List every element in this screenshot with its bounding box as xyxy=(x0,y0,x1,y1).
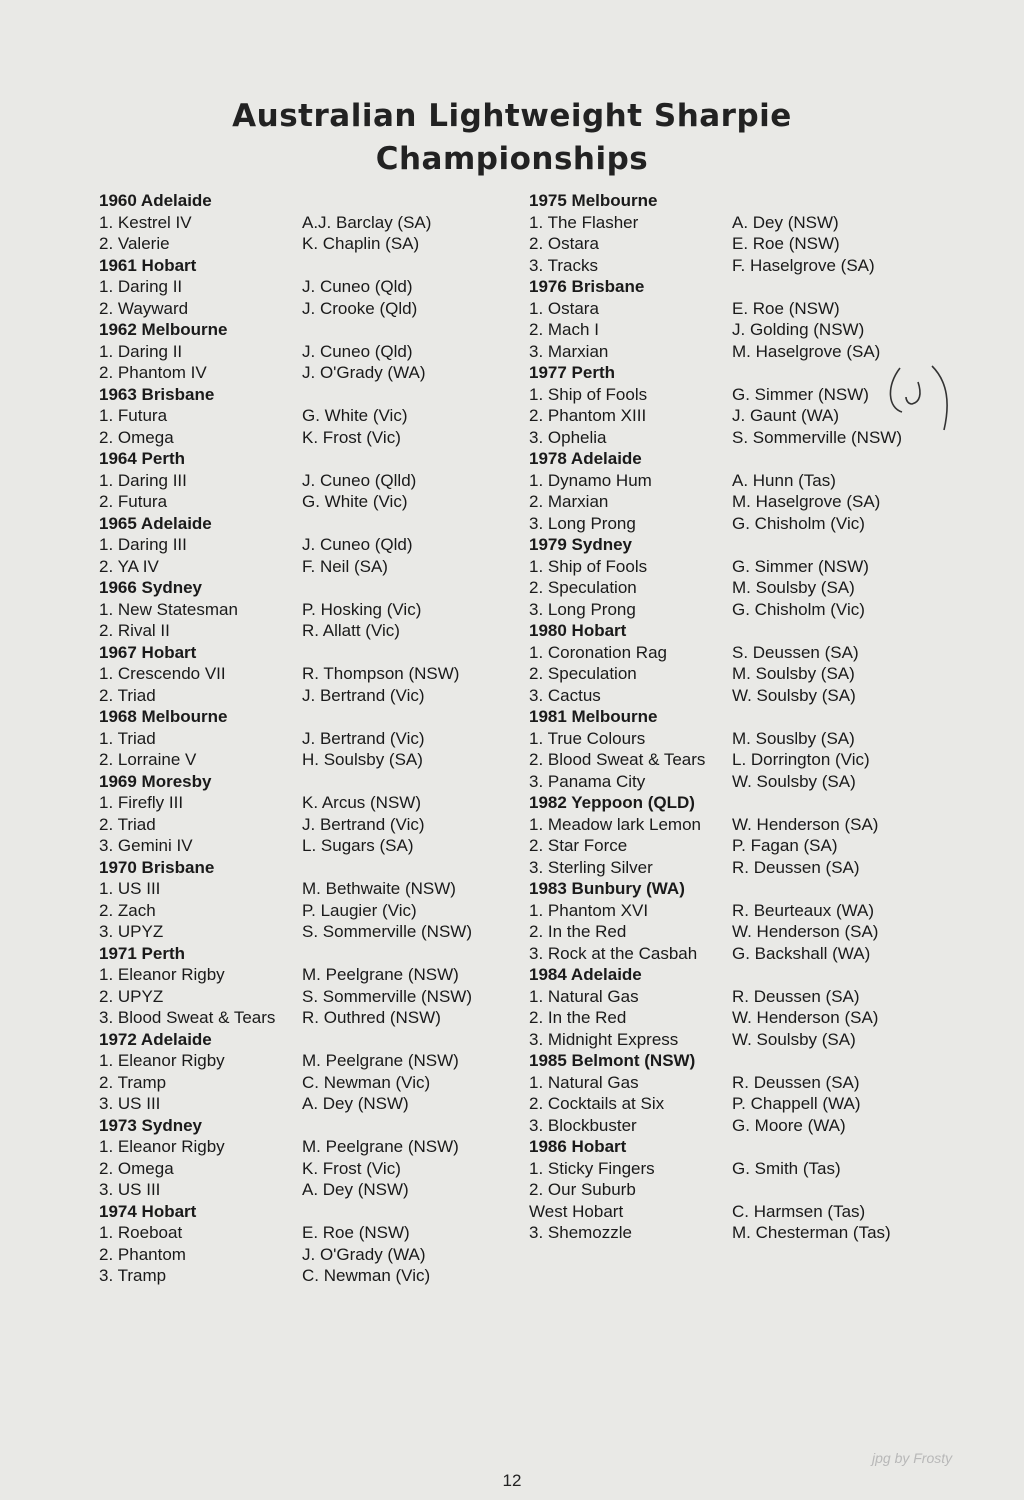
boat-name: 1. Coronation Rag xyxy=(529,642,667,662)
boat-name: 2. Cocktails at Six xyxy=(529,1094,665,1113)
skipper-name: E. Roe (NSW) xyxy=(302,1223,410,1242)
skipper-name: S. Sommerville (NSW) xyxy=(302,922,473,941)
skipper-name: C. Newman (Vic) xyxy=(302,1266,431,1285)
result-row xyxy=(99,233,420,255)
boat-name: 1. New Statesman xyxy=(99,599,238,619)
boat-name: 1. Ship of Fools xyxy=(529,556,648,576)
skipper-name: S. Sommerville (NSW) xyxy=(732,427,903,447)
skipper-name: M. Peelgrane (NSW) xyxy=(302,1051,459,1070)
event-heading: 1963 Brisbane xyxy=(99,384,215,404)
result-row xyxy=(529,857,860,879)
skipper-name: K. Arcus (NSW) xyxy=(302,793,422,812)
boat-name: 2. Omega xyxy=(99,1158,174,1178)
boat-name: 3. Sterling Silver xyxy=(529,857,653,877)
boat-name: 2. Phantom XIII xyxy=(529,406,647,425)
boat-name: 2. Triad xyxy=(99,685,156,705)
skipper-name: A. Dey (NSW) xyxy=(732,212,839,232)
boat-name: 2. Zach xyxy=(99,900,156,920)
skipper-name: K. Frost (Vic) xyxy=(302,1158,401,1178)
event-heading: 1981 Melbourne xyxy=(529,707,658,726)
result-row xyxy=(99,986,473,1008)
result-row xyxy=(99,405,408,427)
skipper-name: P. Laugier (Vic) xyxy=(302,900,417,920)
skipper-name: J. Bertrand (Vic) xyxy=(302,814,425,834)
boat-name: 2. In the Red xyxy=(529,922,627,941)
result-row xyxy=(529,384,869,406)
page-title-line-1: Australian Lightweight Sharpie xyxy=(232,98,792,134)
result-row xyxy=(529,427,903,449)
result-row xyxy=(529,1029,856,1051)
result-row xyxy=(529,835,838,857)
boat-name: 1. Triad xyxy=(99,728,156,748)
boat-name: 3. Long Prong xyxy=(529,513,636,533)
event-heading: 1969 Moresby xyxy=(99,771,212,791)
skipper-name: A.J. Barclay (SA) xyxy=(302,212,432,232)
handwritten-annotation xyxy=(888,364,952,436)
boat-name: 2. Futura xyxy=(99,492,168,511)
skipper-name: M. Chesterman (Tas) xyxy=(732,1223,891,1242)
result-row xyxy=(99,964,459,986)
result-row xyxy=(529,1179,695,1201)
result-row xyxy=(529,298,840,320)
result-row xyxy=(529,1007,879,1029)
result-row xyxy=(99,620,400,642)
skipper-name: L. Dorrington (Vic) xyxy=(732,750,870,769)
boat-name: 1. Phantom XVI xyxy=(529,900,649,920)
result-row xyxy=(99,900,417,922)
boat-name: 2. Ostara xyxy=(529,234,599,253)
event-heading: 1966 Sydney xyxy=(99,578,203,597)
event-heading: 1960 Adelaide xyxy=(99,191,212,210)
skipper-name: J. Gaunt (WA) xyxy=(732,406,840,425)
boat-name: 2. Valerie xyxy=(99,234,170,253)
result-row xyxy=(529,405,840,427)
event-heading: 1964 Perth xyxy=(99,449,185,468)
skipper-name: K. Frost (Vic) xyxy=(302,427,401,447)
result-row xyxy=(529,599,865,621)
skipper-name: R. Outhred (NSW) xyxy=(302,1008,441,1027)
skipper-name: J. Golding (NSW) xyxy=(732,320,865,339)
skipper-name: G. Simmer (NSW) xyxy=(732,556,869,576)
boat-name: 1. Roeboat xyxy=(99,1223,183,1242)
boat-name: 2. Rival II xyxy=(99,621,170,640)
result-row xyxy=(99,298,418,320)
skipper-name: J. Crooke (Qld) xyxy=(302,298,418,318)
result-row xyxy=(99,1050,459,1072)
boat-name: 2. Blood Sweat & Tears xyxy=(529,750,706,769)
event-heading: 1972 Adelaide xyxy=(99,1029,212,1049)
skipper-name: G. Backshall (WA) xyxy=(732,943,871,963)
result-row xyxy=(529,233,840,255)
boat-name: 1. Eleanor Rigby xyxy=(99,1051,225,1070)
skipper-name: W. Henderson (SA) xyxy=(732,814,879,834)
skipper-name: S. Deussen (SA) xyxy=(732,642,859,662)
result-row xyxy=(99,534,413,556)
result-row xyxy=(99,276,413,298)
result-row xyxy=(99,1244,426,1266)
result-row xyxy=(99,1007,441,1029)
boat-name: 3. Rock at the Casbah xyxy=(529,943,698,963)
skipper-name: J. Bertrand (Vic) xyxy=(302,685,425,705)
result-row xyxy=(529,1222,891,1244)
result-row xyxy=(99,792,422,814)
boat-name: 3. Panama City xyxy=(529,771,646,791)
result-row xyxy=(99,878,456,900)
results-column-right xyxy=(529,190,903,1244)
result-row xyxy=(529,771,856,793)
skipper-name: G. White (Vic) xyxy=(302,406,408,425)
skipper-name: R. Deussen (SA) xyxy=(732,1072,860,1092)
boat-name: 1. True Colours xyxy=(529,728,646,748)
result-row xyxy=(99,470,417,492)
skipper-name: G. White (Vic) xyxy=(302,492,408,511)
boat-name: 2. UPYZ xyxy=(99,986,164,1006)
result-row xyxy=(99,212,432,234)
skipper-name: G. Moore (WA) xyxy=(732,1115,846,1135)
skipper-name: M. Haselgrove (SA) xyxy=(732,341,881,361)
boat-name: 3. Tracks xyxy=(529,255,598,275)
result-row xyxy=(529,212,839,234)
result-row xyxy=(529,1115,846,1137)
skipper-name: J. Bertrand (Vic) xyxy=(302,728,425,748)
skipper-name: J. Cuneo (Qld) xyxy=(302,535,413,554)
result-row xyxy=(99,599,422,621)
boat-name: 3. Long Prong xyxy=(529,599,636,619)
skipper-name: C. Newman (Vic) xyxy=(302,1072,431,1092)
skipper-name: C. Harmsen (Tas) xyxy=(732,1201,866,1221)
boat-name: 1. Ostara xyxy=(529,298,599,318)
boat-name: 1. Sticky Fingers xyxy=(529,1158,655,1178)
boat-name: 3. Blood Sweat & Tears xyxy=(99,1008,276,1027)
boat-name: 3. Cactus xyxy=(529,685,601,705)
boat-name: 2. Speculation xyxy=(529,664,637,683)
result-row xyxy=(99,341,413,363)
result-row xyxy=(529,470,836,492)
result-row xyxy=(529,728,855,750)
event-heading: 1978 Adelaide xyxy=(529,449,642,468)
credit-watermark: jpg by Frosty xyxy=(872,1450,953,1466)
result-row xyxy=(99,749,423,771)
event-heading: 1973 Sydney xyxy=(99,1115,203,1135)
event-heading: 1971 Perth xyxy=(99,943,185,963)
boat-name: 1. Natural Gas xyxy=(529,1072,639,1092)
boat-name: 1. US III xyxy=(99,879,161,898)
result-row xyxy=(99,1072,431,1094)
result-row xyxy=(99,556,388,578)
event-heading: 1961 Hobart xyxy=(99,255,197,275)
skipper-name: M. Souslby (SA) xyxy=(732,728,855,748)
result-row xyxy=(529,556,869,578)
event-heading: 1982 Yeppoon (QLD) xyxy=(529,793,695,812)
result-row xyxy=(529,341,881,363)
event-heading: 1970 Brisbane xyxy=(99,857,215,877)
result-row xyxy=(529,749,870,771)
boat-name: 3. Ophelia xyxy=(529,427,607,447)
result-row xyxy=(99,663,460,685)
skipper-name: R. Deussen (SA) xyxy=(732,857,860,877)
result-row xyxy=(529,663,855,685)
boat-name: 3. Tramp xyxy=(99,1266,167,1285)
result-row xyxy=(99,814,425,836)
result-row xyxy=(529,1158,841,1180)
boat-name: 2. Our Suburb xyxy=(529,1180,636,1199)
result-row xyxy=(529,900,875,922)
skipper-name: L. Sugars (SA) xyxy=(302,836,414,855)
skipper-name: J. Cuneo (Qlld) xyxy=(302,470,417,490)
boat-name: West Hobart xyxy=(529,1201,624,1221)
result-row xyxy=(529,1093,861,1115)
boat-name: 1. Eleanor Rigby xyxy=(99,1137,225,1156)
result-row xyxy=(529,921,879,943)
skipper-name: E. Roe (NSW) xyxy=(732,298,840,318)
boat-name: 1. Ship of Fools xyxy=(529,384,648,404)
skipper-name: M. Soulsby (SA) xyxy=(732,578,855,597)
skipper-name: P. Hosking (Vic) xyxy=(302,599,422,619)
boat-name: 1. Daring II xyxy=(99,341,183,361)
boat-name: 1. Daring III xyxy=(99,470,187,490)
skipper-name: M. Soulsby (SA) xyxy=(732,664,855,683)
boat-name: 2. Mach I xyxy=(529,320,599,339)
skipper-name: R. Allatt (Vic) xyxy=(302,621,400,640)
result-row xyxy=(99,921,473,943)
skipper-name: M. Peelgrane (NSW) xyxy=(302,965,459,984)
boat-name: 3. Shemozzle xyxy=(529,1223,632,1242)
event-heading: 1962 Melbourne xyxy=(99,320,228,339)
page-title-line-2: Championships xyxy=(375,141,649,177)
result-row xyxy=(529,814,879,836)
result-row xyxy=(99,1222,410,1244)
skipper-name: A. Hunn (Tas) xyxy=(732,470,836,490)
result-row xyxy=(529,255,875,277)
skipper-name: W. Henderson (SA) xyxy=(732,1008,879,1027)
result-row xyxy=(99,427,401,449)
skipper-name: J. Cuneo (Qld) xyxy=(302,341,413,361)
result-row xyxy=(529,986,860,1008)
event-heading: 1985 Belmont (NSW) xyxy=(529,1051,696,1070)
result-row xyxy=(99,728,425,750)
skipper-name: G. Smith (Tas) xyxy=(732,1158,841,1178)
boat-name: 2. Lorraine V xyxy=(99,750,197,769)
event-heading: 1977 Perth xyxy=(529,363,615,382)
event-heading: 1986 Hobart xyxy=(529,1137,627,1156)
skipper-name: W. Henderson (SA) xyxy=(732,922,879,941)
event-heading: 1984 Adelaide xyxy=(529,965,642,984)
boat-name: 1. Firefly III xyxy=(99,793,184,812)
skipper-name: K. Chaplin (SA) xyxy=(302,234,420,253)
boat-name: 2. Marxian xyxy=(529,492,609,511)
boat-name: 2. YA IV xyxy=(99,556,159,576)
result-row xyxy=(529,1201,866,1223)
result-row xyxy=(99,1265,431,1287)
boat-name: 1. Daring II xyxy=(99,277,183,296)
skipper-name: G. Chisholm (Vic) xyxy=(732,513,865,533)
event-heading: 1974 Hobart xyxy=(99,1201,197,1221)
event-heading: 1968 Melbourne xyxy=(99,707,228,726)
result-row xyxy=(529,513,865,535)
result-row xyxy=(529,319,865,341)
skipper-name: J. Cuneo (Qld) xyxy=(302,277,413,296)
boat-name: 1. Natural Gas xyxy=(529,986,639,1006)
boat-name: 1. The Flasher xyxy=(529,212,639,232)
boat-name: 3. Midnight Express xyxy=(529,1029,679,1049)
skipper-name: M. Bethwaite (NSW) xyxy=(302,879,456,898)
skipper-name: J. O'Grady (WA) xyxy=(302,1244,426,1264)
boat-name: 1. Dynamo Hum xyxy=(529,470,652,490)
event-heading: 1965 Adelaide xyxy=(99,513,212,533)
skipper-name: R. Beurteaux (WA) xyxy=(732,900,875,920)
boat-name: 2. Wayward xyxy=(99,298,189,318)
skipper-name: G. Simmer (NSW) xyxy=(732,384,869,404)
event-heading: 1979 Sydney xyxy=(529,535,633,554)
event-heading: 1983 Bunbury (WA) xyxy=(529,879,685,898)
boat-name: 3. US III xyxy=(99,1094,161,1113)
skipper-name: W. Soulsby (SA) xyxy=(732,685,856,705)
skipper-name: M. Peelgrane (NSW) xyxy=(302,1137,459,1156)
page-number: 12 xyxy=(502,1471,522,1490)
boat-name: 1. Eleanor Rigby xyxy=(99,965,225,984)
boat-name: 3. US III xyxy=(99,1180,161,1199)
boat-name: 3. Gemini IV xyxy=(99,836,193,855)
skipper-name: G. Chisholm (Vic) xyxy=(732,599,865,619)
skipper-name: P. Chappell (WA) xyxy=(732,1094,861,1113)
boat-name: 1. Crescendo VII xyxy=(99,664,226,683)
result-row xyxy=(99,685,425,707)
result-row xyxy=(99,1136,459,1158)
boat-name: 2. Phantom IV xyxy=(99,363,207,382)
result-row xyxy=(99,1093,409,1115)
boat-name: 2. Omega xyxy=(99,427,174,447)
result-row xyxy=(529,642,859,664)
skipper-name: R. Deussen (SA) xyxy=(732,986,860,1006)
skipper-name: E. Roe (NSW) xyxy=(732,234,840,253)
skipper-name: M. Haselgrove (SA) xyxy=(732,492,881,511)
boat-name: 1. Kestrel IV xyxy=(99,212,192,232)
skipper-name: H. Soulsby (SA) xyxy=(302,750,423,769)
result-row xyxy=(99,835,414,857)
result-row xyxy=(99,362,426,384)
results-column-left xyxy=(99,190,473,1287)
event-heading: 1967 Hobart xyxy=(99,642,197,662)
skipper-name: F. Neil (SA) xyxy=(302,556,388,576)
result-row xyxy=(529,943,871,965)
boat-name: 2. Tramp xyxy=(99,1072,167,1092)
boat-name: 3. UPYZ xyxy=(99,922,164,941)
skipper-name: W. Soulsby (SA) xyxy=(732,771,856,791)
skipper-name: S. Sommerville (NSW) xyxy=(302,986,473,1006)
skipper-name: A. Dey (NSW) xyxy=(302,1180,409,1199)
skipper-name: P. Fagan (SA) xyxy=(732,836,838,855)
result-row xyxy=(529,491,881,513)
result-row xyxy=(99,491,408,513)
event-heading: 1976 Brisbane xyxy=(529,277,645,296)
boat-name: 3. Blockbuster xyxy=(529,1115,637,1135)
boat-name: 1. Meadow lark Lemon xyxy=(529,814,701,834)
boat-name: 1. Daring III xyxy=(99,535,187,554)
boat-name: 2. Star Force xyxy=(529,836,628,855)
boat-name: 2. Speculation xyxy=(529,578,637,597)
result-row xyxy=(529,1072,860,1094)
boat-name: 2. In the Red xyxy=(529,1008,627,1027)
result-row xyxy=(99,1179,409,1201)
boat-name: 3. Marxian xyxy=(529,341,609,361)
skipper-name: W. Soulsby (SA) xyxy=(732,1029,856,1049)
skipper-name: R. Thompson (NSW) xyxy=(302,664,460,683)
result-row xyxy=(529,685,856,707)
result-row xyxy=(99,1158,401,1180)
boat-name: 2. Phantom xyxy=(99,1244,186,1264)
skipper-name: A. Dey (NSW) xyxy=(302,1094,409,1113)
event-heading: 1980 Hobart xyxy=(529,621,627,640)
result-row xyxy=(529,577,855,599)
skipper-name: J. O'Grady (WA) xyxy=(302,363,426,382)
event-heading: 1975 Melbourne xyxy=(529,191,658,210)
skipper-name: F. Haselgrove (SA) xyxy=(732,255,875,275)
boat-name: 2. Triad xyxy=(99,814,156,834)
boat-name: 1. Futura xyxy=(99,406,168,425)
